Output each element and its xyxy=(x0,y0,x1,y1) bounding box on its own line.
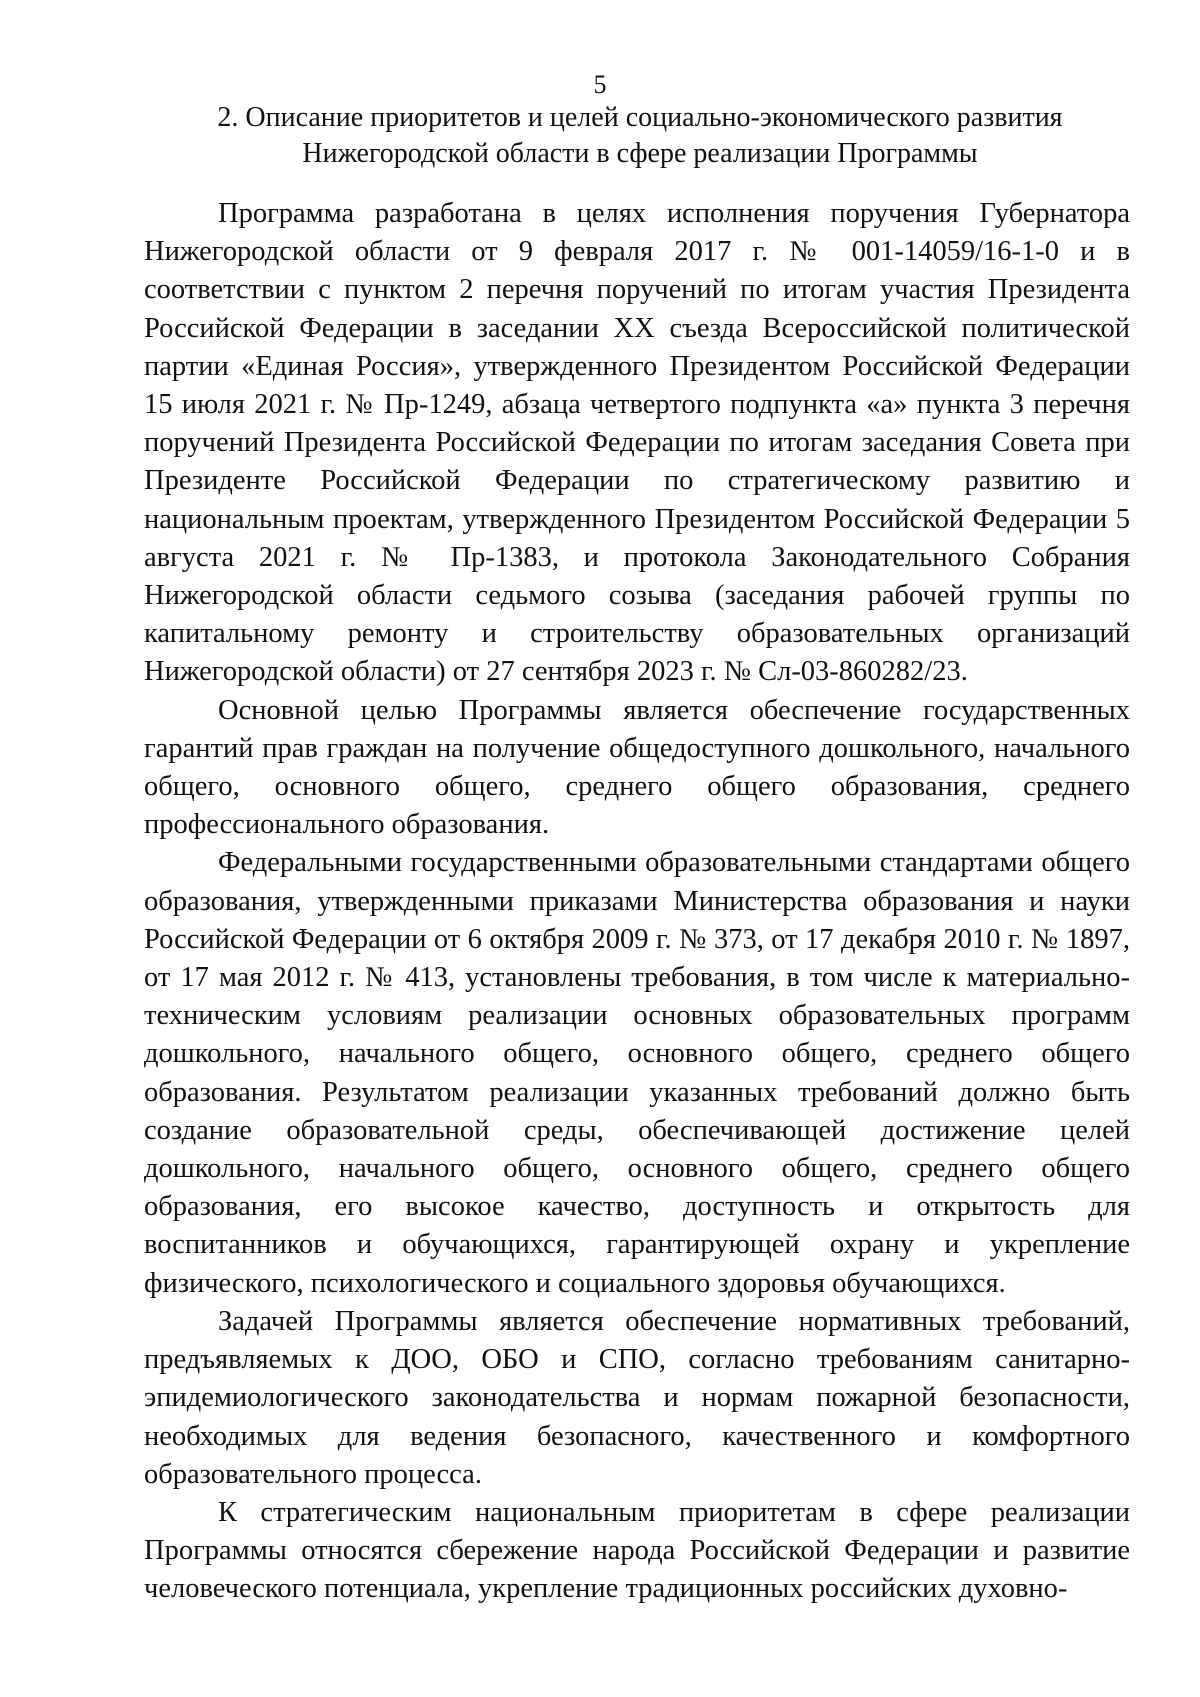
paragraph-federal-standards: Федеральными государственными образовательными стандартами общего образования, утвержденными приказами Министерства образования и науки Российской Федерации от 6 октября 2009 г. № 373, от 17 декабря 2010 г. № 1897, от 17 мая 2012 г. № 413, установлены требования, в том числе к материально-техническим условиям реализации основных образовательных программ дошкольного, начального общего, основного общего, среднего общего образования. Результатом реализации указанных требований должно быть создание образовательной среды, обеспечивающей достижение целей дошкольного, начального общего, основного общего, среднего общего образования, его высокое качество, доступность и открытость для воспитанников и обучающихся, гарантирующей охрану и укрепление физического, психологического и социального здоровья обучающихся. xyxy=(144,847,1130,1299)
paragraph-program-task: Задачей Программы является обеспечение нормативных требований, предъявляемых к ДОО, ОБО и СПО, согласно требованиям санитарно-эпидемиологического законодательства и нормам пожарной безопасности, необходимых для ведения безопасного, качественного и комфортного образовательного процесса. xyxy=(144,1305,1130,1490)
section-heading xyxy=(140,100,1140,172)
body-text xyxy=(144,195,1130,1609)
page-number: 5 xyxy=(593,70,607,99)
section-heading-line-2: Нижегородской области в сфере реализации Программы xyxy=(302,138,978,169)
paragraph-program-basis: Программа разработана в целях исполнения поручения Губернатора Нижегородской области от 9 февраля 2017 г. № 001-14059/16-1-0 и в соответствии с пунктом 2 перечня поручений по итогам участия Президента Российской Федерации в заседании XX съезда Всероссийской политической партии «Единая Россия», утвержденного Президентом Российской Федерации 15 июля 2021 г. № Пр-1249, абзаца четвертого подпункта «а» пункта 3 перечня поручений Президента Российской Федерации по итогам заседания Совета при Президенте Российской Федерации по стратегическому развитию и национальным проектам, утвержденного Президентом Российской Федерации 5 августа 2021 г. № Пр-1383, и протокола Законодательного Собрания Нижегородской области седьмого созыва (заседания рабочей группы по капитальному ремонту и строительству образовательных организаций Нижегородской области) от 27 сентября 2023 г. № Сл-03-860282/23. xyxy=(144,198,1130,688)
paragraph-strategic-priorities: К стратегическим национальным приоритетам в сфере реализации Программы относятся сбережение народа Российской Федерации и развитие человеческого потенциала, укрепление традиционных российских духовно- xyxy=(144,1496,1130,1605)
section-heading-line-1: 2. Описание приоритетов и целей социально-экономического развития xyxy=(217,102,1063,133)
paragraph-main-goal: Основной целью Программы является обеспечение государственных гарантий прав граждан на получение общедоступного дошкольного, начального общего, основного общего, среднего общего образования, среднего профессионального образования. xyxy=(144,694,1130,841)
